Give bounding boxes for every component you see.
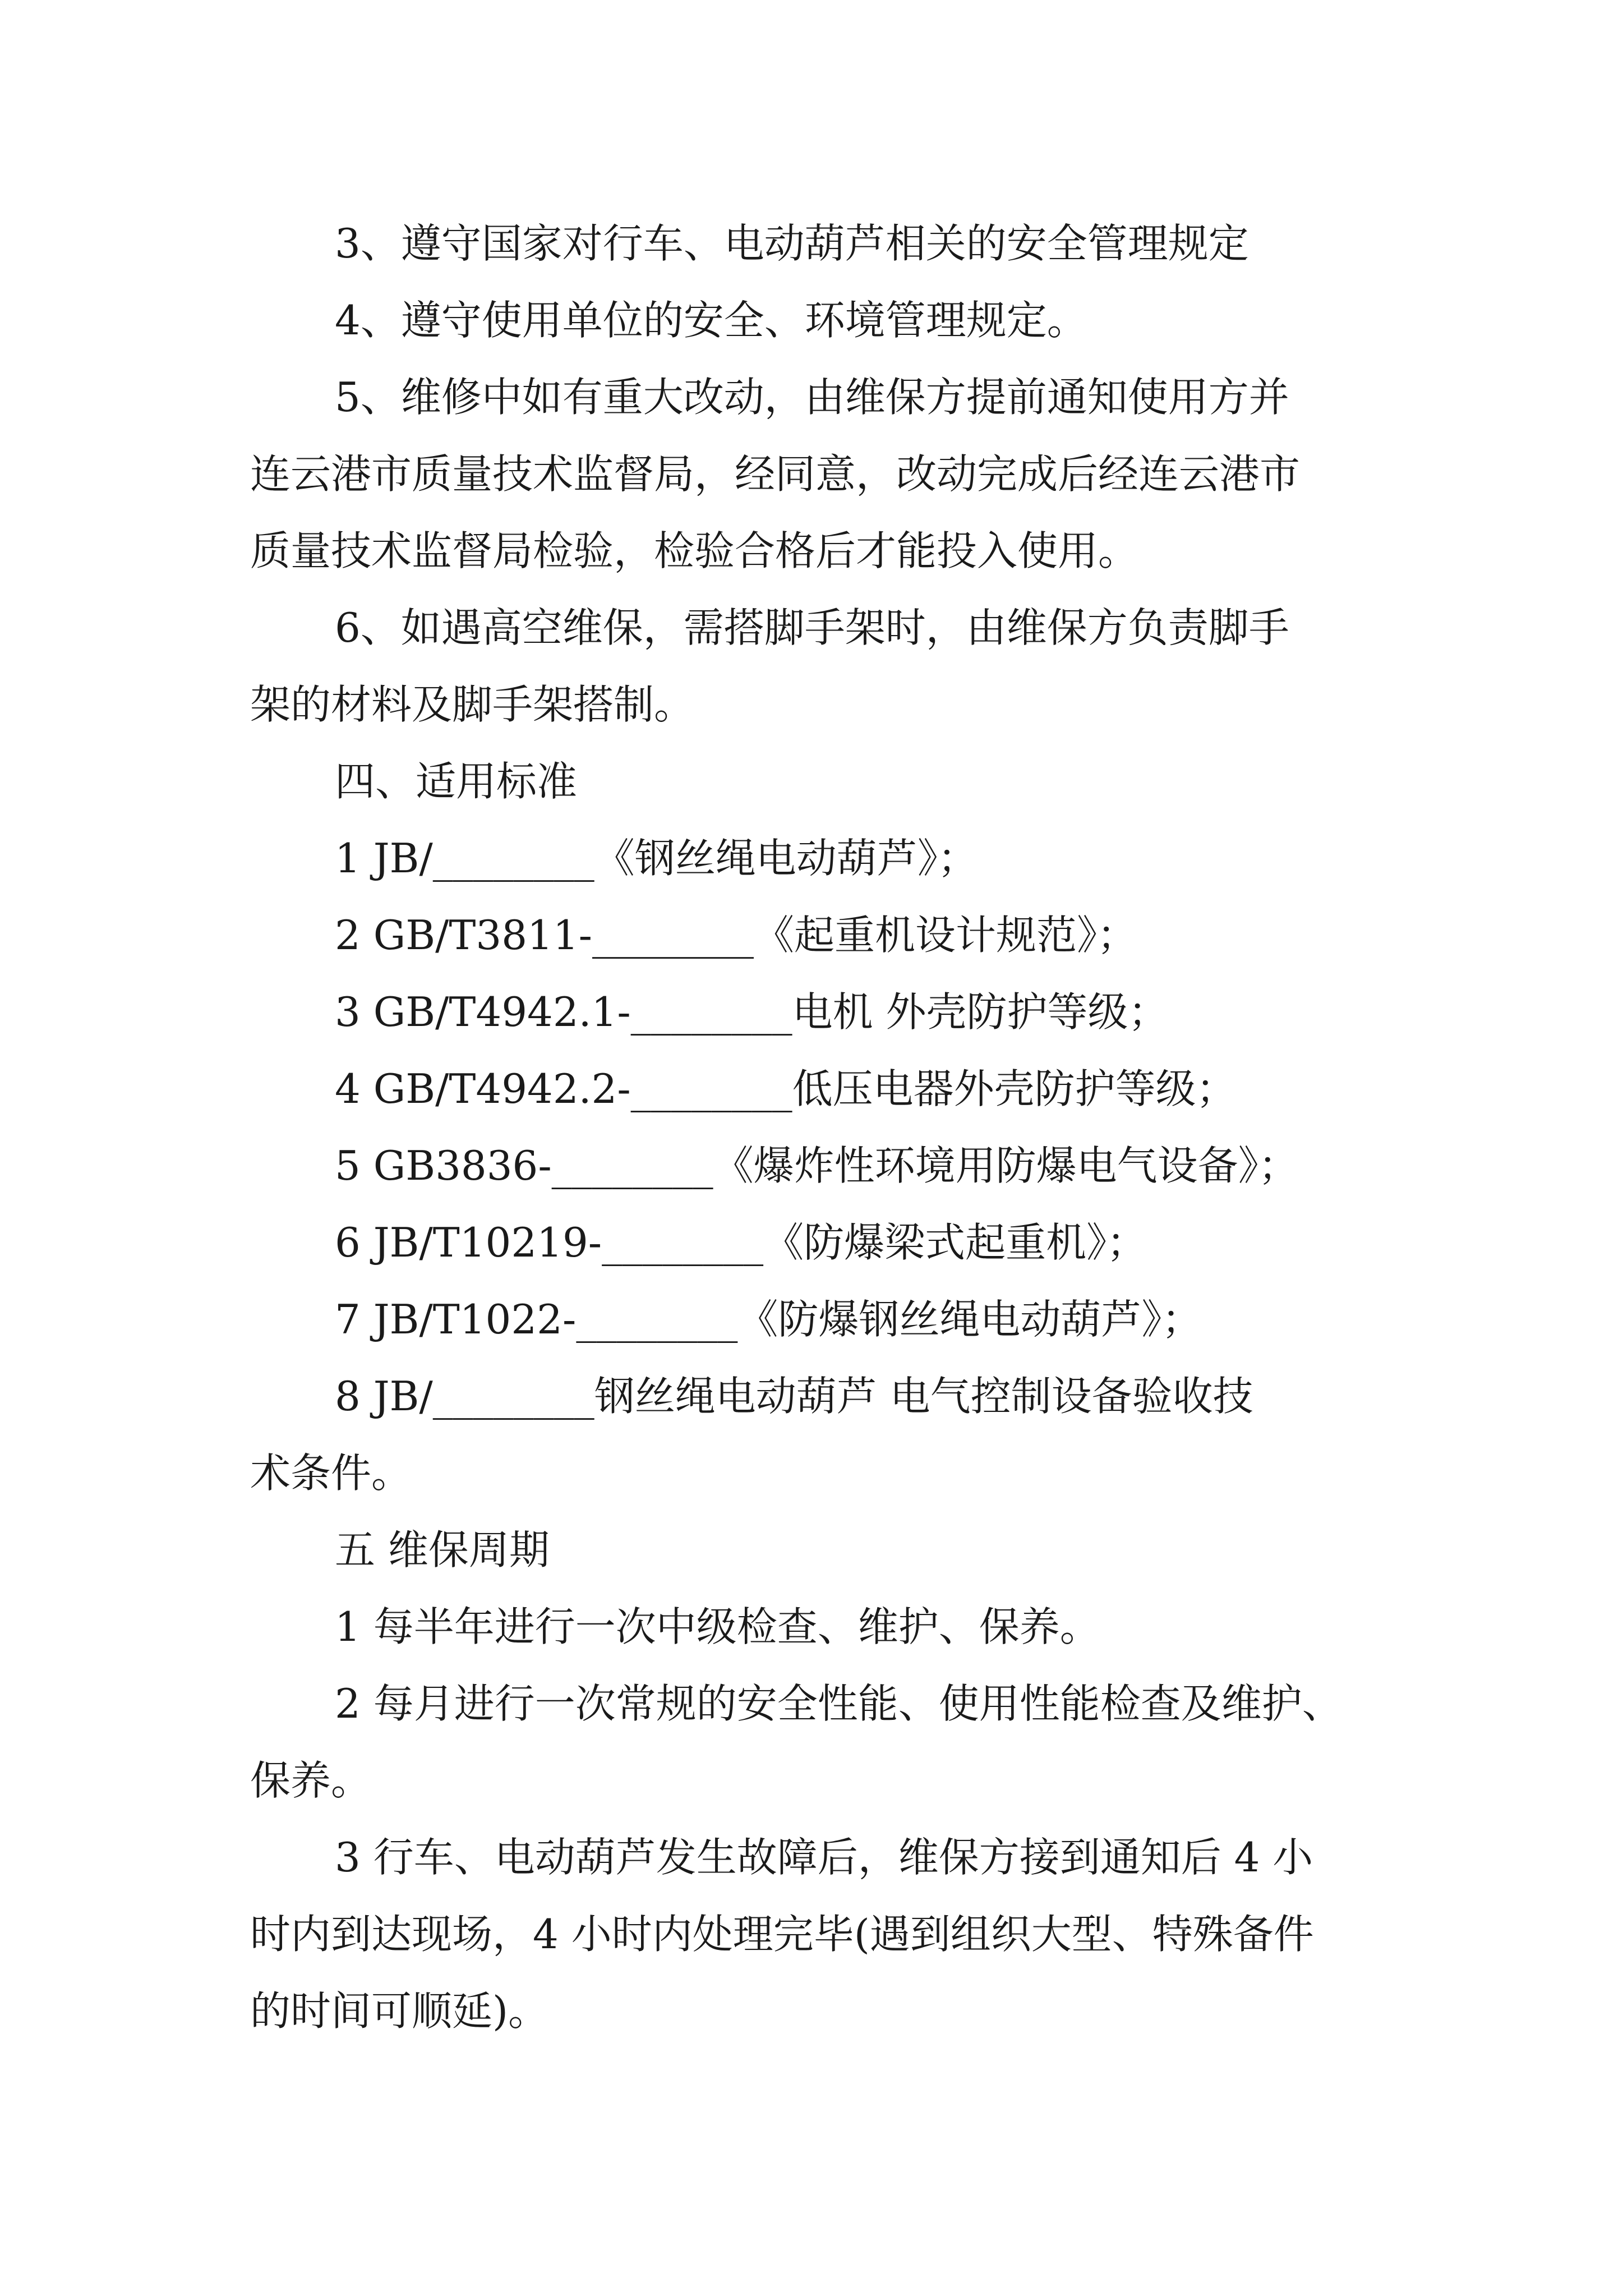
- paragraph-line: 术条件。: [250, 1450, 412, 1497]
- standard-item: 5 GB3836-________《爆炸性环境用防爆电气设备》；: [335, 1142, 1299, 1189]
- standard-item: 2 GB/T3811-________《起重机设计规范》；: [335, 912, 1137, 959]
- paragraph-line: 架的材料及脚手架搭制。: [250, 681, 695, 728]
- standard-item: 6 JB/T10219-________《防爆梁式起重机》；: [335, 1219, 1147, 1266]
- paragraph-line: 时内到达现场，4 小时内处理完毕(遇到组织大型、特殊备件: [250, 1911, 1314, 1958]
- paragraph-line: 4、遵守使用单位的安全、环境管理规定。: [335, 297, 1087, 344]
- paragraph-line: 质量技术监督局检验，检验合格后才能投入使用。: [250, 527, 1139, 574]
- cycle-item: 3 行车、电动葫芦发生故障后，维保方接到通知后 4 小: [335, 1834, 1313, 1881]
- section-heading: 四、适用标准: [335, 758, 578, 805]
- cycle-item: 1 每半年进行一次中级检查、维护、保养。: [335, 1603, 1100, 1650]
- paragraph-line: 连云港市质量技术监督局，经同意，改动完成后经连云港市: [250, 450, 1301, 498]
- standard-item: 8 JB/________钢丝绳电动葫芦 电气控制设备验收技: [335, 1373, 1253, 1420]
- standard-item: 3 GB/T4942.1-________电机 外壳防护等级；: [335, 988, 1169, 1036]
- section-heading: 五 维保周期: [335, 1526, 550, 1573]
- standard-item: 1 JB/________《钢丝绳电动葫芦》；: [335, 835, 978, 882]
- paragraph-line: 3、遵守国家对行车、电动葫芦相关的安全管理规定: [335, 220, 1249, 267]
- standard-item: 4 GB/T4942.2-________低压电器外壳防护等级；: [335, 1065, 1237, 1112]
- paragraph-line: 5、维修中如有重大改动，由维保方提前通知使用方并: [335, 374, 1289, 421]
- paragraph-line: 的时间可顺延)。: [250, 1987, 549, 2035]
- paragraph-line: 6、如遇高空维保，需搭脚手架时，由维保方负责脚手: [335, 604, 1289, 651]
- standard-item: 7 JB/T1022-________《防爆钢丝绳电动葫芦》；: [335, 1296, 1202, 1343]
- paragraph-line: 保养。: [250, 1757, 372, 1804]
- cycle-item: 2 每月进行一次常规的安全性能、使用性能检查及维护、: [335, 1680, 1343, 1727]
